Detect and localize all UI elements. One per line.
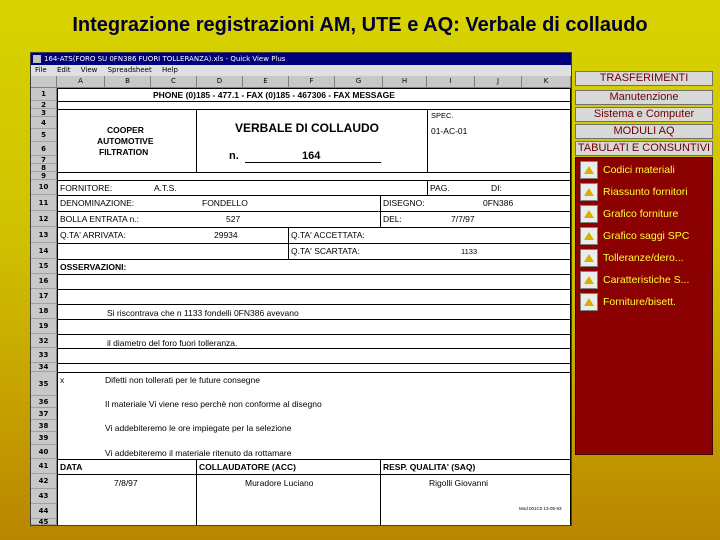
del-value: 7/7/97: [451, 214, 475, 224]
document-number: 164: [302, 150, 321, 162]
panel-item-label: Riassunto fornitori: [603, 186, 688, 198]
manutenzione-button[interactable]: Manutenzione: [575, 90, 713, 105]
row-header[interactable]: 5: [31, 129, 57, 142]
disegno-label: DISEGNO:: [383, 198, 425, 208]
qta-arrivata-value: 29934: [214, 230, 238, 240]
panel-item-label: Codici materiali: [603, 164, 675, 176]
panel-item-tolleranze[interactable]: [580, 249, 710, 269]
trasferimenti-button[interactable]: TRASFERIMENTI: [575, 71, 713, 86]
checklist-item-2: Il materiale Vi viene reso perchè non conforme al disegno: [105, 399, 322, 409]
panel-item-label: Forniture/bisett.: [603, 296, 676, 308]
panel-item-label: Grafico saggi SPC: [603, 230, 690, 242]
column-header[interactable]: H: [383, 76, 427, 87]
row-header[interactable]: 38: [31, 420, 57, 432]
column-header[interactable]: F: [289, 76, 335, 87]
row-header[interactable]: 8: [31, 164, 57, 172]
spec-label: SPEC.: [431, 111, 454, 120]
warning-icon: [580, 227, 598, 245]
tabulati-panel: [575, 157, 713, 455]
column-header[interactable]: J: [475, 76, 522, 87]
row-header[interactable]: 42: [31, 474, 57, 489]
panel-item-label: Tolleranze/dero...: [603, 252, 684, 264]
spreadsheet-window: [30, 52, 572, 526]
checklist-item-1: Difetti non tollerati per le future consegne: [105, 375, 260, 385]
checklist-item-4: Vi addebiteremo il materiale ritenuto da rottamare: [105, 448, 292, 458]
row-header[interactable]: 9: [31, 172, 57, 180]
row-header[interactable]: 7: [31, 156, 57, 164]
row-header[interactable]: 35: [31, 372, 57, 396]
row-header[interactable]: 33: [31, 348, 57, 363]
observation-line-2: il diametro del foro fuori tolleranza.: [107, 338, 238, 348]
qta-arrivata-label: Q.TA' ARRIVATA:: [60, 230, 126, 240]
menu-help[interactable]: Help: [161, 66, 178, 74]
row-header[interactable]: 36: [31, 396, 57, 408]
panel-item-grafico-saggi-spc[interactable]: [580, 227, 710, 247]
row-header[interactable]: 43: [31, 489, 57, 504]
document-title: VERBALE DI COLLAUDO: [235, 121, 379, 135]
disegno-value: 0FN386: [483, 198, 514, 208]
moduli-aq-button[interactable]: MODULI AQ: [575, 124, 713, 139]
row-header[interactable]: 19: [31, 319, 57, 334]
warning-icon: [580, 249, 598, 267]
window-system-icon[interactable]: [33, 55, 41, 63]
row-header[interactable]: 44: [31, 504, 57, 519]
collaudatore-value: Muradore Luciano: [245, 478, 314, 488]
denominazione-label: DENOMINAZIONE:: [60, 198, 135, 208]
row-header[interactable]: 41: [31, 459, 57, 474]
warning-icon: [580, 293, 598, 311]
column-header[interactable]: G: [335, 76, 383, 87]
warning-icon: [580, 161, 598, 179]
row-header[interactable]: 32: [31, 334, 57, 348]
row-header[interactable]: 34: [31, 363, 57, 372]
document-number-label: n.: [229, 150, 239, 162]
side-menu: [575, 71, 713, 455]
di-label: DI:: [491, 183, 502, 193]
bolla-label: BOLLA ENTRATA n.:: [60, 214, 140, 224]
qta-scartata-label: Q.TA' SCARTATA:: [291, 246, 360, 256]
column-header[interactable]: K: [522, 76, 571, 87]
row-header[interactable]: 37: [31, 408, 57, 420]
observation-line-1: Si riscontrava che n 1133 fondelli 0FN386 avevano: [107, 308, 299, 318]
row-header[interactable]: 39: [31, 432, 57, 445]
select-all-corner[interactable]: [31, 76, 57, 87]
denominazione-value: FONDELLO: [202, 198, 248, 208]
company-line-1: COOPER: [107, 125, 144, 135]
row-header[interactable]: 2: [31, 101, 57, 109]
check-mark: x: [60, 375, 65, 385]
column-header[interactable]: D: [197, 76, 243, 87]
company-line-2: AUTOMOTIVE: [97, 136, 154, 146]
collaudatore-label: COLLAUDATORE (ACC): [199, 462, 296, 472]
panel-item-grafico-forniture[interactable]: [580, 205, 710, 225]
sistema-computer-button[interactable]: Sistema e Computer: [575, 107, 713, 122]
row-header[interactable]: 4: [31, 117, 57, 129]
spec-value: 01-AC-01: [431, 126, 468, 136]
panel-item-label: Grafico forniture: [603, 208, 679, 220]
panel-item-riassunto-fornitori[interactable]: [580, 183, 710, 203]
data-label: DATA: [60, 462, 83, 472]
row-header[interactable]: 13: [31, 227, 57, 243]
sheet-grid: [57, 88, 571, 525]
column-header[interactable]: C: [151, 76, 197, 87]
row-header[interactable]: 45: [31, 519, 57, 525]
fornitore-value: A.T.S.: [154, 183, 177, 193]
resp-qualita-value: Rigolli Giovanni: [429, 478, 489, 488]
bolla-value: 527: [226, 214, 241, 224]
checklist-item-3: Vi addebiteremo le ore impiegate per la selezione: [105, 423, 292, 433]
panel-item-forniture-bisett[interactable]: [580, 293, 710, 313]
qta-accettata-label: Q.TA' ACCETTATA:: [291, 230, 365, 240]
row-header[interactable]: 17: [31, 289, 57, 304]
row-header[interactable]: 10: [31, 180, 57, 195]
panel-item-codici-materiali[interactable]: [580, 161, 710, 181]
form-code: Mod.001C0 13-05-93: [519, 506, 562, 511]
warning-icon: [580, 205, 598, 223]
menu-bar: [31, 65, 571, 76]
row-header[interactable]: 18: [31, 304, 57, 319]
column-header[interactable]: E: [243, 76, 289, 87]
pag-label: PAG.: [430, 183, 450, 193]
column-headers: [31, 76, 571, 88]
column-header[interactable]: B: [105, 76, 151, 87]
fornitore-label: FORNITORE:: [60, 183, 113, 193]
row-header[interactable]: 14: [31, 243, 57, 259]
row-header[interactable]: 12: [31, 211, 57, 227]
del-label: DEL:: [383, 214, 402, 224]
column-header[interactable]: I: [427, 76, 475, 87]
osservazioni-label: OSSERVAZIONI:: [60, 262, 127, 272]
row-header[interactable]: 15: [31, 259, 57, 274]
row-header[interactable]: 40: [31, 445, 57, 459]
column-header[interactable]: A: [57, 76, 105, 87]
row-header[interactable]: 1: [31, 88, 57, 101]
row-header[interactable]: 11: [31, 195, 57, 211]
data-value: 7/8/97: [114, 478, 138, 488]
header-contact-line: PHONE (0)185 - 477.1 - FAX (0)185 - 467306 - FAX MESSAGE: [153, 90, 395, 100]
row-header[interactable]: 3: [31, 109, 57, 117]
warning-icon: [580, 183, 598, 201]
warning-icon: [580, 271, 598, 289]
menu-edit[interactable]: Edit: [56, 66, 71, 74]
window-titlebar: [31, 53, 571, 65]
row-header[interactable]: 6: [31, 142, 57, 156]
menu-view[interactable]: View: [80, 66, 98, 74]
window-title: 164-ATS(FORO SU 0FN386 FUORI TOLLERANZA).xls - Quick View Plus: [44, 55, 286, 63]
tabulati-consuntivi-button[interactable]: TABULATI E CONSUNTIVI: [575, 141, 713, 156]
company-line-3: FILTRATION: [99, 147, 149, 157]
slide-title: Integrazione registrazioni AM, UTE e AQ: Verbale di collaudo: [72, 14, 648, 36]
qta-scartata-value: 1133: [461, 247, 478, 256]
panel-item-caratteristiche[interactable]: [580, 271, 710, 291]
panel-item-label: Caratteristiche S...: [603, 274, 690, 286]
menu-file[interactable]: File: [35, 66, 47, 74]
resp-qualita-label: RESP. QUALITA' (SAQ): [383, 462, 476, 472]
row-header[interactable]: 16: [31, 274, 57, 289]
menu-spreadsheet[interactable]: Spreadsheet: [107, 66, 152, 74]
